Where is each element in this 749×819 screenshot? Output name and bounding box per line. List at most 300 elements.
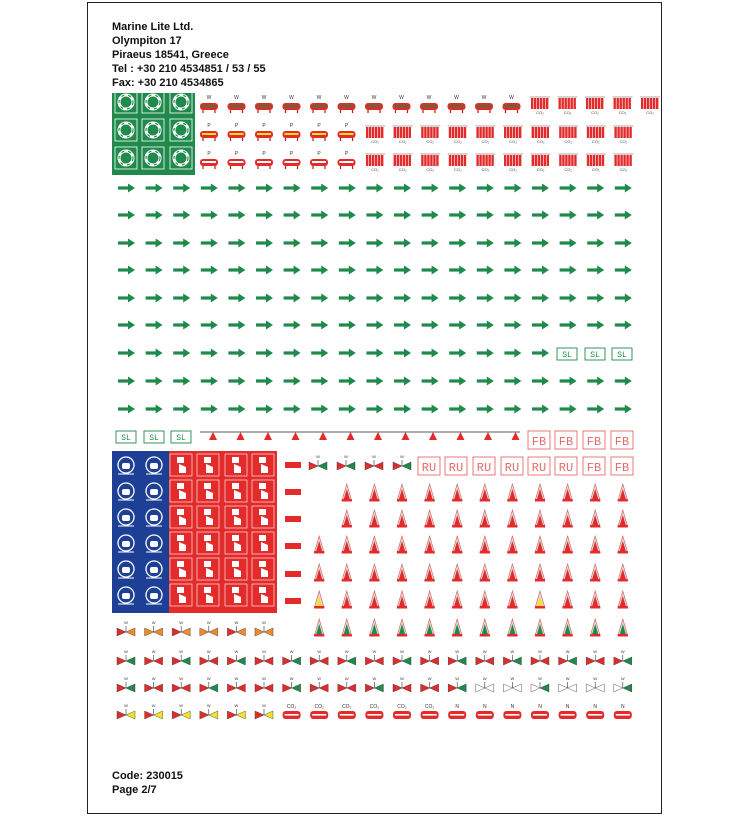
valve-icon [117, 649, 135, 665]
company-fax: Fax: +30 210 4534865 [112, 77, 224, 89]
direction-arrow-icon [449, 321, 466, 330]
fire-extinguisher-icon [397, 591, 407, 609]
valve-icon [227, 649, 245, 665]
direction-arrow-icon [560, 184, 577, 193]
direction-arrow-icon [284, 377, 301, 386]
direction-arrow-icon [504, 405, 521, 414]
fire-extinguisher-icon [563, 536, 573, 554]
sl-sign-text: SL [121, 434, 131, 443]
valve-tag: W [289, 676, 294, 681]
cylinder-bank-icon [475, 154, 495, 172]
direction-arrow-icon [615, 294, 632, 303]
hose-reel-tag: P [289, 151, 294, 157]
direction-arrow-icon [394, 377, 411, 386]
cylinder-bank-icon [558, 154, 578, 172]
fire-extinguisher-icon [314, 619, 324, 637]
hose-reel-icon [420, 95, 438, 113]
valve-icon [559, 676, 577, 692]
direction-arrow-icon [228, 184, 245, 193]
hose-reel-icon [200, 151, 218, 169]
fire-extinguisher-icon [480, 536, 490, 554]
direction-arrow-icon [284, 321, 301, 330]
valve-tag: W [234, 649, 239, 654]
sign-text: FB [614, 461, 630, 475]
hose-reel-tag: P [262, 151, 266, 157]
hose-reel-icon [586, 704, 604, 719]
direction-arrow-icon [311, 239, 328, 248]
valve-icon [365, 454, 383, 470]
ru-sign [473, 457, 495, 475]
cylinder-tag: CO₂ [564, 167, 572, 172]
page-footer [112, 769, 183, 797]
direction-arrow-icon [311, 266, 328, 275]
valve-tag: W [151, 649, 156, 654]
valve-icon [255, 620, 273, 636]
fire-extinguisher-icon [425, 619, 435, 637]
valve-icon [145, 620, 163, 636]
valve-tag: W [482, 676, 487, 681]
fire-extinguisher-icon [452, 564, 462, 582]
valve-tag: W [234, 676, 239, 681]
valve-icon [503, 649, 521, 665]
direction-arrow-icon [118, 239, 135, 248]
ru-sign [501, 457, 523, 475]
direction-arrow-icon [118, 377, 135, 386]
cylinder-bank-icon [448, 154, 468, 172]
direction-arrow-icon [532, 184, 549, 193]
valve-icon [172, 676, 190, 692]
direction-arrow-icon [366, 349, 383, 358]
direction-arrow-icon [284, 405, 301, 414]
fire-extinguisher-icon [590, 619, 600, 637]
valve-icon [283, 649, 301, 665]
direction-arrow-icon [449, 239, 466, 248]
direction-arrow-icon [615, 266, 632, 275]
valve-icon [117, 703, 135, 719]
direction-arrow-icon [311, 294, 328, 303]
direction-arrow-icon [256, 184, 273, 193]
direction-arrow-icon [615, 239, 632, 248]
direction-arrow-icon [422, 405, 439, 414]
valve-icon [338, 676, 356, 692]
direction-arrow-icon [256, 349, 273, 358]
sl-sign [116, 431, 136, 443]
sl-sign [612, 348, 632, 360]
fire-extinguisher-icon [618, 591, 628, 609]
cylinder-bank-icon [531, 154, 551, 172]
hose-reel-tag: P [344, 123, 349, 129]
valve-icon [393, 676, 411, 692]
valve-tag: W [151, 703, 156, 708]
direction-arrow-icon [449, 377, 466, 386]
direction-arrow-icon [560, 266, 577, 275]
fire-extinguisher-icon [342, 564, 352, 582]
direction-arrow-icon [284, 239, 301, 248]
valve-icon [172, 703, 190, 719]
valve-tag: W [151, 620, 156, 625]
sign-text: FB [586, 435, 602, 449]
cylinder-tag: CO₂ [509, 167, 517, 172]
sl-sign [144, 431, 164, 443]
hose-reel-icon [531, 704, 549, 719]
direction-arrow-icon [394, 321, 411, 330]
direction-arrow-icon [173, 349, 190, 358]
direction-arrow-icon [284, 266, 301, 275]
valve-icon [421, 676, 439, 692]
valve-icon [448, 649, 466, 665]
direction-arrow-icon [173, 405, 190, 414]
triangle-marker-icon [292, 432, 300, 440]
sign-text: FB [614, 435, 630, 449]
valve-tag: W [400, 454, 404, 459]
hose-reel-icon [283, 704, 301, 719]
direction-arrow-icon [560, 377, 577, 386]
direction-arrow-icon [449, 184, 466, 193]
valve-tag: W [262, 703, 266, 708]
valve-tag: W [179, 703, 184, 708]
direction-arrow-icon [615, 184, 632, 193]
fire-extinguisher-icon [342, 536, 352, 554]
triangle-marker-icon [374, 432, 382, 440]
hose-reel-icon [283, 151, 301, 169]
fire-extinguisher-icon [507, 619, 517, 637]
valve-icon [586, 649, 604, 665]
valve-tag: W [317, 649, 322, 654]
valve-tag: W [620, 649, 625, 654]
fire-extinguisher-icon [507, 591, 517, 609]
direction-arrow-icon [532, 405, 549, 414]
bottom-cylinder-tag: CO₂ [342, 704, 352, 710]
fire-extinguisher-icon [314, 536, 324, 554]
direction-arrow-icon [284, 211, 301, 220]
valve-icon [365, 649, 383, 665]
hose-reel-tag: W [289, 95, 294, 101]
triangle-marker-icon [209, 432, 217, 440]
valve-tag: W [179, 649, 184, 654]
red-tape-strip [285, 543, 301, 549]
sign-text: RU [504, 461, 520, 475]
hose-reel-icon [448, 704, 466, 719]
direction-arrow-icon [422, 184, 439, 193]
direction-arrow-icon [532, 266, 549, 275]
valve-tag: W [372, 676, 377, 681]
direction-arrow-icon [146, 294, 163, 303]
direction-arrow-icon [532, 294, 549, 303]
direction-arrow-icon [560, 405, 577, 414]
valve-icon [227, 620, 245, 636]
direction-arrow-icon [228, 211, 245, 220]
ru-sign [555, 457, 577, 475]
direction-arrow-icon [173, 294, 190, 303]
valve-icon [476, 649, 494, 665]
fire-extinguisher-icon [480, 510, 490, 528]
triangle-marker-icon [319, 432, 327, 440]
company-tel: Tel : +30 210 4534851 / 53 / 55 [112, 63, 266, 75]
direction-arrow-icon [422, 239, 439, 248]
valve-icon [393, 649, 411, 665]
valve-icon [421, 649, 439, 665]
cylinder-tag: CO₂ [536, 167, 545, 172]
direction-arrow-icon [394, 239, 411, 248]
triangle-marker-icon [457, 432, 465, 440]
bottom-cylinder-tag: N [620, 704, 625, 710]
valve-tag: W [289, 649, 294, 654]
direction-arrow-icon [311, 321, 328, 330]
direction-arrow-icon [422, 377, 439, 386]
hose-reel-icon [365, 704, 383, 719]
direction-arrow-icon [477, 266, 494, 275]
direction-arrow-icon [394, 211, 411, 220]
fire-extinguisher-icon [397, 564, 407, 582]
cylinder-bank-icon [531, 126, 551, 144]
direction-arrow-icon [201, 349, 218, 358]
fire-extinguisher-icon [563, 564, 573, 582]
valve-tag: W [234, 620, 239, 625]
direction-arrow-icon [311, 349, 328, 358]
fire-extinguisher-icon [618, 510, 628, 528]
direction-arrow-icon [449, 405, 466, 414]
fire-extinguisher-icon [369, 564, 379, 582]
direction-arrow-icon [256, 239, 273, 248]
valve-tag: W [510, 649, 515, 654]
valve-icon [117, 676, 135, 692]
direction-arrow-icon [477, 349, 494, 358]
hose-reel-tag: P [207, 123, 211, 129]
valve-icon [393, 454, 411, 470]
bottom-cylinder-tag: N [538, 704, 542, 710]
valve-tag: W [593, 676, 598, 681]
sign-text: FB [558, 435, 574, 449]
cylinder-bank-icon [503, 154, 523, 172]
hose-reel-tag: W [454, 95, 459, 101]
direction-arrow-icon [366, 377, 383, 386]
cylinder-tag: CO₂ [592, 167, 600, 172]
fire-extinguisher-icon [590, 564, 600, 582]
bottom-cylinder-tag: N [593, 704, 598, 710]
direction-arrow-icon [422, 349, 439, 358]
fire-extinguisher-icon [563, 619, 573, 637]
direction-arrow-icon [173, 184, 190, 193]
bottom-cylinder-tag: CO₂ [286, 704, 297, 710]
direction-arrow-icon [504, 266, 521, 275]
cylinder-tag: CO₂ [618, 110, 627, 115]
direction-arrow-icon [532, 377, 549, 386]
fire-extinguisher-icon [425, 591, 435, 609]
valve-icon [145, 703, 163, 719]
fire-extinguisher-icon [507, 484, 517, 502]
valve-tag: W [262, 649, 266, 654]
hose-reel-tag: P [207, 151, 211, 157]
fire-extinguisher-icon [425, 484, 435, 502]
direction-arrow-icon [146, 349, 163, 358]
cylinder-tag: CO₂ [398, 139, 407, 144]
direction-arrow-icon [560, 239, 577, 248]
cylinder-tag: CO₂ [454, 139, 462, 144]
direction-arrow-icon [201, 184, 218, 193]
direction-arrow-icon [118, 294, 135, 303]
valve-tag: W [482, 649, 487, 654]
cylinder-bank-icon [448, 126, 468, 144]
direction-arrow-icon [201, 211, 218, 220]
direction-arrow-icon [118, 349, 135, 358]
direction-arrow-icon [504, 377, 521, 386]
direction-arrow-icon [366, 321, 383, 330]
fb-sign [583, 457, 605, 475]
hose-reel-icon [228, 123, 246, 141]
valve-icon [338, 649, 356, 665]
direction-arrow-icon [146, 266, 163, 275]
hose-reel-icon [393, 95, 411, 113]
sign-text: FB [586, 461, 602, 475]
direction-arrow-icon [146, 239, 163, 248]
fire-extinguisher-icon [369, 536, 379, 554]
valve-icon [255, 703, 273, 719]
fire-extinguisher-icon [452, 591, 462, 609]
direction-arrow-icon [339, 239, 356, 248]
cylinder-bank-icon [503, 126, 523, 144]
direction-arrow-icon [615, 211, 632, 220]
valve-icon [227, 703, 245, 719]
direction-arrow-icon [504, 349, 521, 358]
direction-arrow-icon [284, 349, 301, 358]
direction-arrow-icon [477, 294, 494, 303]
cylinder-bank-icon [586, 154, 606, 172]
bottom-cylinder-tag: N [482, 704, 487, 710]
cylinder-tag: CO₂ [481, 167, 490, 172]
cylinder-tag: CO₂ [563, 110, 572, 115]
valve-icon [145, 649, 163, 665]
direction-arrow-icon [504, 321, 521, 330]
hose-reel-tag: P [317, 151, 321, 157]
direction-arrow-icon [422, 211, 439, 220]
hose-reel-icon [255, 123, 273, 141]
valve-icon [283, 676, 301, 692]
direction-arrow-icon [477, 405, 494, 414]
fb-sign [611, 457, 633, 475]
valve-tag: W [344, 454, 348, 459]
direction-arrow-icon [587, 239, 604, 248]
direction-arrow-icon [504, 184, 521, 193]
lifebuoy-panel [112, 93, 195, 175]
fire-extinguisher-icon [369, 591, 379, 609]
valve-icon [309, 454, 327, 470]
direction-arrow-icon [422, 321, 439, 330]
hose-reel-tag: P [234, 151, 239, 157]
bottom-cylinder-tag: CO₂ [424, 704, 435, 710]
ru-sign [445, 457, 467, 475]
cylinder-tag: CO₂ [398, 167, 407, 172]
valve-tag: W [124, 703, 128, 708]
direction-arrow-icon [339, 294, 356, 303]
cylinder-bank-icon [613, 97, 633, 115]
fire-extinguisher-icon [397, 484, 407, 502]
valve-icon [227, 676, 245, 692]
ru-sign [528, 457, 550, 475]
fire-extinguisher-icon [314, 564, 324, 582]
direction-arrow-icon [339, 266, 356, 275]
company-street: Olympiton 17 [112, 35, 182, 47]
direction-arrow-icon [173, 377, 190, 386]
red-tape-strip [285, 516, 301, 522]
fb-sign [611, 431, 633, 449]
company-name: Marine Lite Ltd. [112, 21, 194, 33]
hose-reel-icon [503, 704, 521, 719]
fire-extinguisher-icon [425, 510, 435, 528]
valve-icon [476, 676, 494, 692]
direction-arrow-icon [256, 211, 273, 220]
fire-extinguisher-icon [369, 619, 379, 637]
hose-reel-icon [283, 123, 301, 141]
hose-reel-icon [338, 704, 356, 719]
bottom-cylinder-tag: CO₂ [314, 704, 324, 710]
direction-arrow-icon [504, 239, 521, 248]
sl-sign [557, 348, 577, 360]
fire-extinguisher-icon [618, 484, 628, 502]
valve-icon [365, 676, 383, 692]
direction-arrow-icon [366, 266, 383, 275]
fire-extinguisher-icon [618, 564, 628, 582]
valve-icon [614, 676, 632, 692]
hose-reel-icon [200, 95, 218, 113]
cylinder-bank-icon [585, 97, 605, 115]
direction-arrow-icon [311, 211, 328, 220]
valve-tag: W [427, 676, 432, 681]
valve-tag: W [316, 454, 320, 459]
direction-arrow-icon [477, 239, 494, 248]
hose-reel-tag: P [317, 123, 321, 129]
cylinder-tag: CO₂ [536, 110, 544, 115]
direction-arrow-icon [532, 321, 549, 330]
cylinder-bank-icon [586, 126, 606, 144]
valve-icon [614, 649, 632, 665]
direction-arrow-icon [587, 266, 604, 275]
cylinder-bank-icon [558, 97, 578, 115]
fb-sign [583, 431, 605, 449]
hose-reel-icon [503, 95, 521, 113]
valve-icon [255, 676, 273, 692]
cylinder-tag: CO₂ [371, 167, 379, 172]
fire-extinguisher-icon [535, 619, 545, 637]
direction-arrow-icon [422, 294, 439, 303]
valve-icon [172, 649, 190, 665]
fire-extinguisher-icon [535, 591, 545, 609]
direction-arrow-icon [449, 349, 466, 358]
hose-reel-icon [283, 95, 301, 113]
sl-sign [171, 431, 191, 443]
red-tape-strip [285, 489, 301, 495]
valve-tag: W [206, 703, 211, 708]
direction-arrow-icon [449, 211, 466, 220]
cylinder-tag: CO₂ [591, 110, 599, 115]
fire-extinguisher-icon [397, 510, 407, 528]
fire-extinguisher-icon [590, 484, 600, 502]
fire-extinguisher-icon [425, 536, 435, 554]
direction-arrow-icon [201, 294, 218, 303]
valve-tag: W [538, 649, 542, 654]
hose-reel-icon [310, 704, 328, 719]
direction-arrow-icon [587, 321, 604, 330]
fire-extinguisher-icon [535, 510, 545, 528]
fire-extinguisher-icon [563, 510, 573, 528]
cylinder-tag: CO₂ [646, 110, 654, 115]
hose-reel-tag: W [399, 95, 404, 101]
fire-extinguisher-icon [590, 510, 600, 528]
direction-arrow-icon [173, 266, 190, 275]
direction-arrow-icon [284, 184, 301, 193]
cylinder-tag: CO₂ [619, 167, 628, 172]
fire-extinguisher-icon [342, 591, 352, 609]
cylinder-tag: CO₂ [454, 167, 462, 172]
